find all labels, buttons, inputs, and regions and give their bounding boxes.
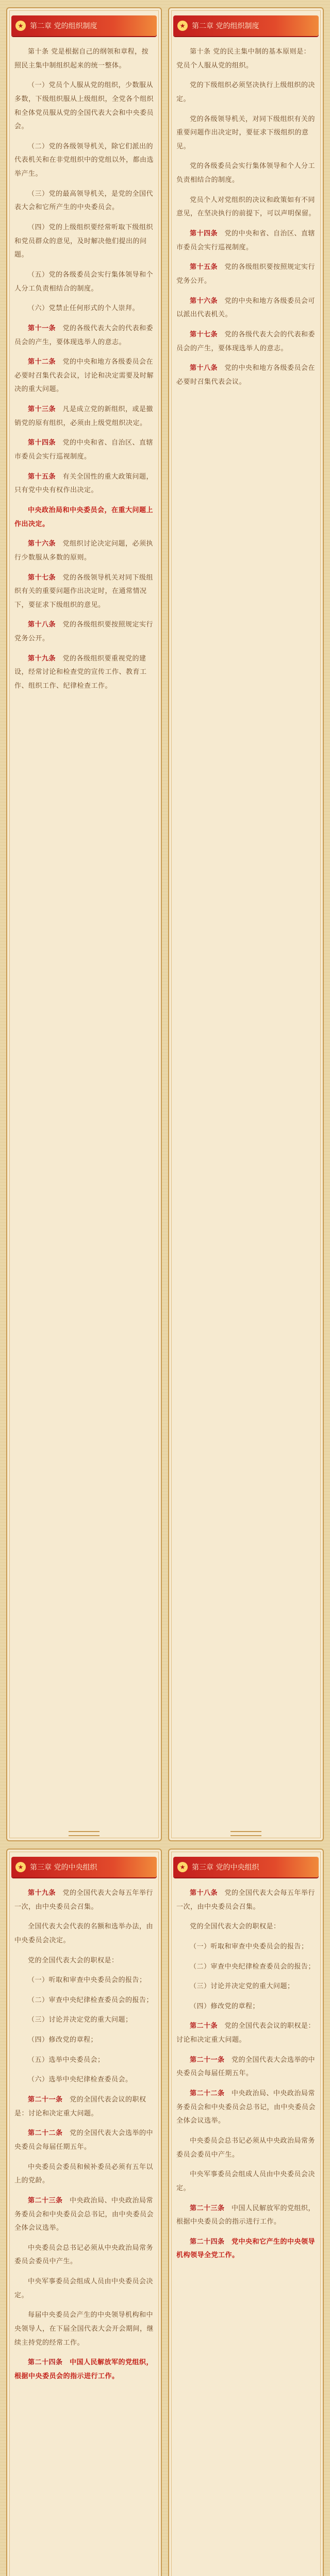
paragraph-text: 中央军事委员会组成人员由中央委员会决定。 [176, 2171, 316, 2192]
paragraph [14, 537, 154, 565]
paragraph [176, 2087, 316, 2128]
paragraph-text: 党的各级领导机关，对同下级组织有关的重要问题作出决定时，要征求下级组织的意见。 [176, 115, 316, 150]
paragraph [14, 2033, 154, 2047]
paragraph [14, 355, 154, 397]
paragraph-text: （一）听取和审查中央委员会的报告； [28, 1976, 146, 1985]
paragraph [14, 188, 154, 215]
paragraph [14, 470, 154, 498]
paragraph-text: 党的中央和地方各级委员会可以派出代表机关。 [176, 297, 316, 319]
paragraph-text: 党的中央和省、自治区、直辖市委员会实行巡视制度。 [14, 439, 154, 461]
paragraph-text: 中国人民解放军的党组织，根据中央委员会的指示进行工作。 [14, 2359, 154, 2380]
paragraph [176, 227, 316, 255]
paragraph [14, 2242, 154, 2269]
paragraph [14, 79, 154, 134]
paragraph [176, 2000, 316, 2014]
paragraph-text: （三）讨论并决定党的重大问题； [190, 1982, 294, 1991]
paragraph [14, 322, 154, 349]
paragraph [176, 79, 316, 106]
paragraph-text: 中国人民解放军的党组织，根据中央委员会的指示进行工作。 [176, 2204, 316, 2226]
left-column [6, 7, 162, 1841]
paragraph [14, 2127, 154, 2154]
paragraph-text: 党的中央和省、自治区、直辖市委员会实行巡视制度。 [176, 230, 316, 251]
paragraph [14, 2073, 154, 2087]
article-number: 第二十四条 [190, 2238, 225, 2246]
paragraph-text: 第十条 党是根据自己的纲领和章程，按照民主集中制组织起来的统一整体。 [14, 48, 149, 70]
paragraph-text: 每届中央委员会产生的中央领导机构和中央领导人，在下届全国代表大会开会期间，继续主持党的经常工作。 [14, 2311, 154, 2347]
paragraph-text: 党的全国代表大会选举的中央委员会每届任期五年。 [14, 2129, 154, 2151]
paragraph-text: 党的全国代表大会每五年举行一次，由中央委员会召集。 [14, 1889, 154, 1911]
paragraph [14, 436, 154, 464]
paragraph [176, 2054, 316, 2081]
paragraph-text: 党中央和它产生的中央领导机构领导全党工作。 [176, 2238, 316, 2260]
left-column [6, 1849, 162, 2576]
star-icon: ★ [177, 21, 188, 31]
paragraph [176, 2168, 316, 2195]
paragraph-text: （二）党的各级领导机关，除它们派出的代表机关和在非党组织中的党组以外，都由选举产生。 [14, 142, 154, 178]
paragraph [176, 160, 316, 187]
article-number: 第二十一条 [28, 2096, 63, 2104]
article-number: 第二十条 [190, 2022, 218, 2030]
article-number: 第十八条 [28, 621, 56, 629]
paragraph [14, 1920, 154, 1947]
paragraph-text: 第十条 党的民主集中制的基本原则是：党员个人服从党的组织。 [176, 48, 311, 70]
star-icon: ★ [177, 1862, 188, 1872]
chapter-header [173, 15, 319, 36]
paragraph [14, 1994, 154, 2008]
paragraph [14, 1974, 154, 1988]
article-number: 第二十二条 [28, 2129, 63, 2138]
paragraph-text: 党的全国代表大会选举的中央委员会每届任期五年。 [176, 2056, 316, 2078]
paragraph-text: 凡是成立党的新组织，或是撤销党的原有组织，必须由上级党组织决定。 [14, 405, 154, 427]
paragraph-text: 中央委员会总书记必须从中央政治局常务委员会委员中产生。 [14, 2244, 154, 2266]
paragraph-text: 中央政治局、中央政治局常务委员会和中央委员会总书记，由中央委员会全体会议选举。 [14, 2196, 154, 2232]
article-number: 第二十三条 [190, 2204, 225, 2212]
right-column [168, 1849, 324, 2576]
paragraph [176, 1920, 316, 1934]
article-number: 第二十一条 [190, 2056, 225, 2064]
paragraph-text: （三）讨论并决定党的重大问题； [28, 2016, 133, 2024]
paragraph-text: 中央政治局、中央政治局常务委员会和中央委员会总书记，由中央委员会全体会议选举。 [176, 2090, 316, 2125]
paragraph-text: （三）党的最高领导机关，是党的全国代表大会和它所产生的中央委员会。 [14, 190, 154, 212]
article-number: 第十三条 [28, 405, 56, 414]
paragraph [176, 1940, 316, 1954]
paragraph-text: 中央委员会总书记必须从中央政治局常务委员会委员中产生。 [176, 2137, 316, 2159]
paragraph [14, 504, 154, 531]
paragraph [176, 328, 316, 355]
article-number: 第十九条 [28, 1889, 56, 1897]
article-number: 第十六条 [190, 297, 218, 305]
paragraph-text: （六）选举中央纪律检查委员会。 [28, 2076, 133, 2084]
chapter-header [11, 15, 157, 36]
paragraph [176, 1887, 316, 1914]
paragraph [14, 2275, 154, 2302]
paragraph-text: 党的全国代表会议的职权是：讨论和决定重大问题。 [176, 2022, 316, 2044]
text-body [176, 45, 316, 1868]
paragraph [176, 1960, 316, 1974]
paragraph-text: 全国代表大会代表的名额和选举办法，由中央委员会决定。 [14, 1923, 154, 1944]
paragraph-text: 党的下级组织必须坚决执行上级组织的决定。 [176, 81, 316, 103]
paragraph-text: （四）党的上级组织要经常听取下级组织和党员群众的意见，及时解决他们提出的问题。 [14, 224, 154, 259]
star-icon: ★ [15, 21, 26, 31]
article-number: 第十二条 [28, 358, 56, 366]
divider [230, 1831, 261, 1836]
paragraph-text: （四）修改党的章程； [28, 2036, 98, 2044]
paragraph [176, 2020, 316, 2047]
paragraph-text: 党的各级组织要按照规定实行党务公开。 [176, 263, 316, 285]
paragraph-text: 党的各级组织要重视党的建设，经常讨论和检查党的宣传工作、教育工作、组织工作、纪律检查工作。 [14, 654, 147, 690]
paragraph-text: 党的全国代表大会的职权是： [28, 1956, 119, 1964]
paragraph-text: （四）修改党的章程； [190, 2002, 260, 2010]
article-number: 第十七条 [190, 330, 218, 338]
paragraph [14, 2054, 154, 2067]
paragraph [14, 2194, 154, 2235]
paragraph [176, 295, 316, 322]
paragraph [14, 2309, 154, 2350]
article-number: 第十六条 [28, 540, 56, 548]
paragraph-text: （一）党员个人服从党的组织，少数服从多数，下级组织服从上级组织，全党各个组织和全体党员服从党的全国代表大会和中央委员会。 [14, 81, 154, 131]
paragraph-text: 党的各级组织要按照规定实行党务公开。 [14, 621, 154, 643]
paragraph [14, 302, 154, 316]
paragraph [176, 194, 316, 221]
article-number: 第二十三条 [28, 2196, 63, 2205]
paragraph [176, 362, 316, 389]
chapter-title: 第三章 党的中央组织 [30, 1863, 97, 1872]
paragraph [14, 571, 154, 613]
chapter-title: 第三章 党的中央组织 [192, 1863, 259, 1872]
paragraph [176, 2235, 316, 2263]
article-number: 第十四条 [28, 439, 56, 447]
paragraph [14, 140, 154, 181]
paragraph [14, 652, 154, 693]
paragraph [176, 2202, 316, 2229]
paragraph-text: （二）审查中央纪律检查委员会的报告； [28, 1996, 154, 2004]
paragraph [176, 261, 316, 288]
chapter-title: 第二章 党的组织制度 [192, 22, 259, 30]
paragraph-text: 党的各级代表大会的代表和委员会的产生，要体现选举人的意志。 [176, 330, 316, 352]
chapter-title: 第二章 党的组织制度 [30, 22, 97, 30]
paragraph [176, 113, 316, 154]
chapter-header [173, 1857, 319, 1877]
paragraph-text: 党组织讨论决定问题，必须执行少数服从多数的原则。 [14, 540, 154, 562]
paragraph-text: 党的全国代表大会每五年举行一次，由中央委员会召集。 [176, 1889, 316, 1911]
paragraph-text: 党员个人对党组织的决议和政策如有不同意见，在坚决执行的前提下，可以声明保留。 [176, 196, 316, 218]
paragraph-text: （五）党的各级委员会实行集体领导和个人分工负责相结合的制度。 [14, 270, 154, 293]
article-number: 第十九条 [28, 654, 56, 663]
paragraph-text: （五）选举中央委员会； [28, 2056, 105, 2064]
paragraph-text: 中央政治局和中央委员会，在重大问题上作出决定。 [14, 506, 154, 528]
paragraph-text: （二）审查中央纪律检查委员会的报告； [190, 1962, 316, 1971]
section-1 [6, 7, 324, 1841]
paragraph-text: 党的中央和地方各级委员会在必要时召集代表会议，讨论和决定需要及时解决的重大问题。 [14, 358, 154, 394]
paragraph-text: 党的各级领导机关对同下级组织有关的重要问题作出决定时，在通常情况下，要征求下级组织的意见。 [14, 573, 154, 609]
paragraph-text: 有关全国性的重大政策问题，只有党中央有权作出决定。 [14, 472, 154, 495]
paragraph-text: 党的各级代表大会的代表和委员会的产生，要体现选举人的意志。 [14, 324, 154, 346]
text-body [14, 1887, 154, 2576]
paragraph [14, 403, 154, 430]
paragraph [14, 2161, 154, 2188]
paragraph [176, 2134, 316, 2162]
paragraph [14, 2356, 154, 2383]
right-column [168, 7, 324, 1841]
text-body [176, 1887, 316, 2576]
divider [69, 1831, 100, 1836]
paragraph [14, 2093, 154, 2121]
paragraph-text: 党的各级委员会实行集体领导和个人分工负责相结合的制度。 [176, 162, 316, 184]
section-2 [6, 1849, 324, 2576]
paragraph-text: （六）党禁止任何形式的个人崇拜。 [28, 304, 140, 313]
paragraph [14, 221, 154, 262]
article-number: 第十一条 [28, 324, 56, 332]
text-body [14, 45, 154, 1868]
paragraph-text: 党的中央和地方各级委员会在必要时召集代表会议。 [176, 364, 316, 386]
article-number: 第十七条 [28, 573, 56, 582]
chapter-header [11, 1857, 157, 1877]
article-number: 第十四条 [190, 230, 218, 238]
paragraph [176, 45, 316, 73]
article-number: 第十八条 [190, 364, 218, 372]
article-number: 第十五条 [190, 263, 218, 272]
paragraph [14, 45, 154, 73]
article-number: 第十五条 [28, 472, 56, 481]
paragraph [14, 2013, 154, 2027]
article-number: 第二十二条 [190, 2090, 225, 2098]
paragraph-text: 中央委员会委员和候补委员必须有五年以上的党龄。 [14, 2163, 154, 2185]
article-number: 第二十四条 [28, 2359, 63, 2367]
paragraph [14, 1954, 154, 1968]
paragraph [14, 618, 154, 646]
paragraph [176, 1980, 316, 1994]
paragraph [14, 268, 154, 296]
article-number: 第十八条 [190, 1889, 218, 1897]
paragraph-text: 中央军事委员会组成人员由中央委员会决定。 [14, 2278, 154, 2299]
paragraph-text: （一）听取和审查中央委员会的报告； [190, 1942, 308, 1951]
paragraph-text: 党的全国代表会议的职权是：讨论和决定重大问题。 [14, 2096, 146, 2117]
star-icon: ★ [15, 1862, 26, 1872]
paragraph-text: 党的全国代表大会的职权是： [190, 1923, 280, 1931]
paragraph [14, 1887, 154, 1914]
